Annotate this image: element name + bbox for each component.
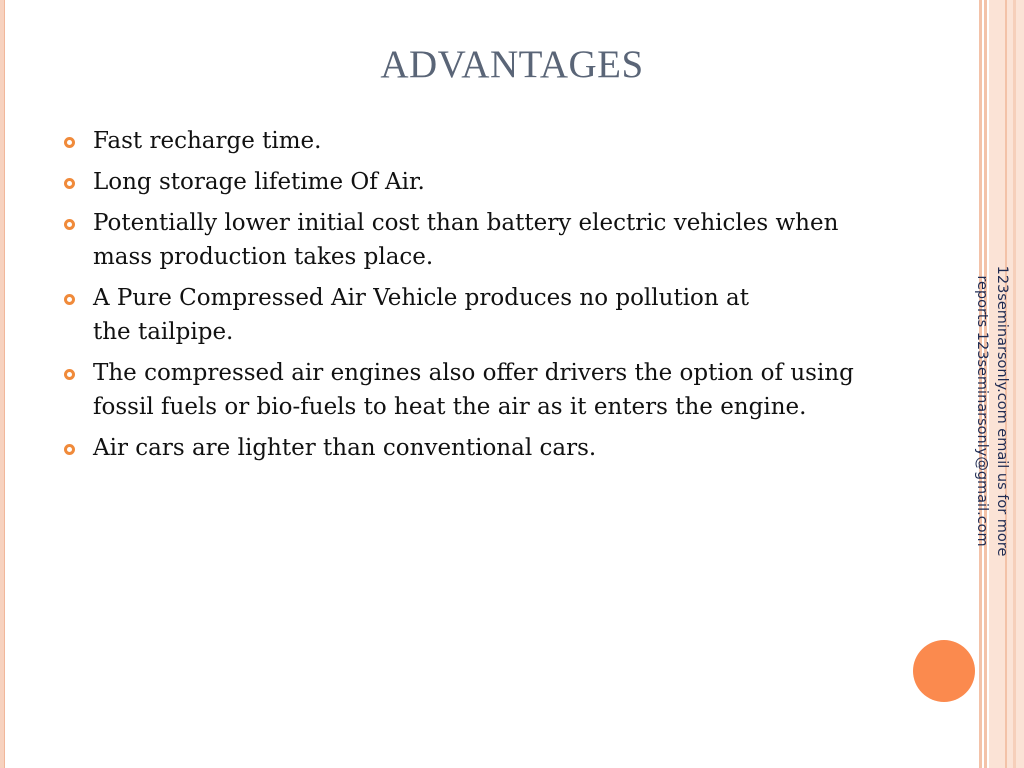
right-stripe-decoration bbox=[1013, 0, 1016, 768]
bullet-item bbox=[64, 431, 944, 465]
bullet-text: A Pure Compressed Air Vehicle produces no pollution at bbox=[93, 285, 749, 311]
bullet-list bbox=[64, 124, 944, 472]
bullet-circle-icon bbox=[64, 219, 75, 230]
bullet-circle-icon bbox=[64, 369, 75, 380]
left-border-decoration bbox=[0, 0, 5, 768]
slide-title: ADVANTAGES bbox=[380, 43, 644, 86]
orange-circle-decoration bbox=[913, 640, 975, 702]
bullet-item bbox=[64, 206, 944, 274]
footer-note-line: 123seminarsonly.com email us for more bbox=[994, 265, 1010, 557]
bullet-text: the tailpipe. bbox=[93, 319, 234, 345]
bullet-text: The compressed air engines also offer drivers the option of using bbox=[93, 360, 854, 386]
bullet-text: Air cars are lighter than conventional cars. bbox=[93, 435, 597, 461]
bullet-circle-icon bbox=[64, 137, 75, 148]
bullet-text: fossil fuels or bio-fuels to heat the air as it enters the engine. bbox=[93, 394, 807, 420]
bullet-item bbox=[64, 356, 944, 424]
footer-note-line: reports 123seminarsonly@gmail.com bbox=[974, 275, 990, 547]
bullet-item bbox=[64, 124, 944, 158]
bullet-circle-icon bbox=[64, 178, 75, 189]
bullet-circle-icon bbox=[64, 444, 75, 455]
bullet-text: mass production takes place. bbox=[93, 244, 434, 270]
bullet-text: Long storage lifetime Of Air. bbox=[93, 169, 425, 195]
bullet-circle-icon bbox=[64, 294, 75, 305]
bullet-item bbox=[64, 281, 944, 349]
bullet-text: Potentially lower initial cost than battery electric vehicles when bbox=[93, 210, 839, 236]
bullet-text: Fast recharge time. bbox=[93, 128, 322, 154]
bullet-item bbox=[64, 165, 944, 199]
vertical-footer-note bbox=[972, 261, 1012, 561]
